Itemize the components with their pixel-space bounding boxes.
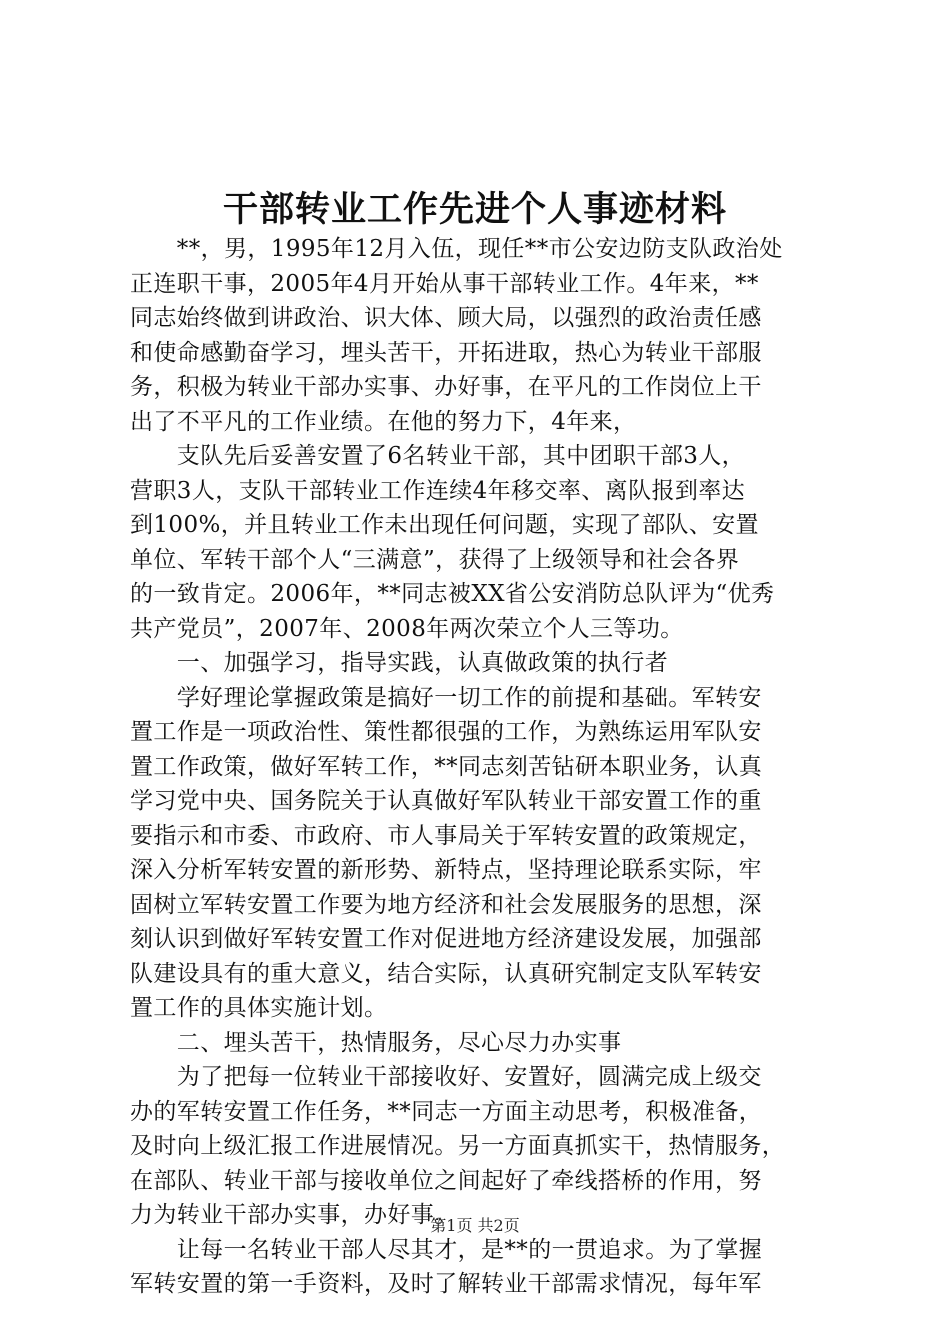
body-line: 学好理论掌握政策是搞好一切工作的前提和基础。军转安: [130, 684, 762, 711]
body-line: 支队先后妥善安置了6名转业干部，其中团职干部3人，: [130, 443, 746, 469]
document-body: [130, 232, 830, 1302]
body-line: 共产党员”，2007年、2008年两次荣立个人三等功。: [130, 615, 684, 642]
body-line: 和使命感勤奋学习，埋头苦干，开拓进取，热心为转业干部服: [130, 339, 762, 366]
page-footer: 第1页 共2页: [430, 1216, 520, 1235]
body-line: 到100%，并且转业工作未出现任何问题，实现了部队、安置: [130, 512, 759, 538]
body-line: 办的军转安置工作任务，**同志一方面主动思考，积极准备，: [130, 1098, 763, 1125]
body-line: 置工作是一项政治性、策性都很强的工作，为熟练运用军队安: [130, 719, 762, 745]
body-line: 的一致肯定。2006年，**同志被XX省公安消防总队评为“优秀: [130, 581, 775, 607]
body-line: 队建设具有的重大意义，结合实际，认真研究制定支队军转安: [130, 960, 762, 987]
section-heading: 一、加强学习，指导实践，认真做政策的执行者: [130, 650, 669, 676]
body-line: 营职3人，支队干部转业工作连续4年移交率、离队报到率达: [130, 477, 746, 504]
body-line: 置工作的具体实施计划。: [130, 995, 388, 1021]
body-line: 要指示和市委、市政府、市人事局关于军转安置的政策规定，: [130, 822, 762, 849]
body-line: 深入分析军转安置的新形势、新特点，坚持理论联系实际，牢: [130, 857, 762, 883]
document-title: 干部转业工作先进个人事迹材料: [222, 189, 727, 230]
body-line: 固树立军转安置工作要为地方经济和社会发展服务的思想，深: [130, 891, 762, 918]
body-line: 学习党中央、国务院关于认真做好军队转业干部安置工作的重: [130, 788, 762, 814]
body-line: 力为转业干部办实事，办好事。: [130, 1202, 458, 1228]
body-line: 置工作政策，做好军转工作，**同志刻苦钻研本职业务，认真: [130, 753, 763, 780]
body-line: 刻认识到做好军转安置工作对促进地方经济建设发展，加强部: [130, 926, 762, 952]
body-line: 出了不平凡的工作业绩。在他的努力下，4年来，: [130, 408, 637, 435]
body-line: 在部队、转业干部与接收单位之间起好了牵线搭桥的作用，努: [130, 1167, 762, 1194]
body-line: 同志始终做到讲政治、识大体、顾大局，以强烈的政治责任感: [130, 305, 762, 331]
body-line: 军转安置的第一手资料，及时了解转业干部需求情况，每年军: [130, 1271, 762, 1297]
body-line: 让每一名转业干部人尽其才，是**的一贯追求。为了掌握: [130, 1236, 763, 1263]
body-line: 及时向上级汇报工作进展情况。另一方面真抓实干，热情服务，: [130, 1133, 786, 1159]
body-line: 单位、军转干部个人“三满意”，获得了上级领导和社会各界: [130, 546, 740, 573]
body-line: 务，积极为转业干部办实事、办好事，在平凡的工作岗位上干: [130, 374, 762, 400]
body-line: 正连职干事，2005年4月开始从事干部转业工作。4年来，**: [130, 270, 759, 297]
body-line: **，男，1995年12月入伍，现任**市公安边防支队政治处: [130, 236, 783, 262]
section-heading: 二、埋头苦干，热情服务，尽心尽力办实事: [130, 1029, 622, 1056]
body-line: 为了把每一位转业干部接收好、安置好，圆满完成上级交: [130, 1064, 762, 1090]
